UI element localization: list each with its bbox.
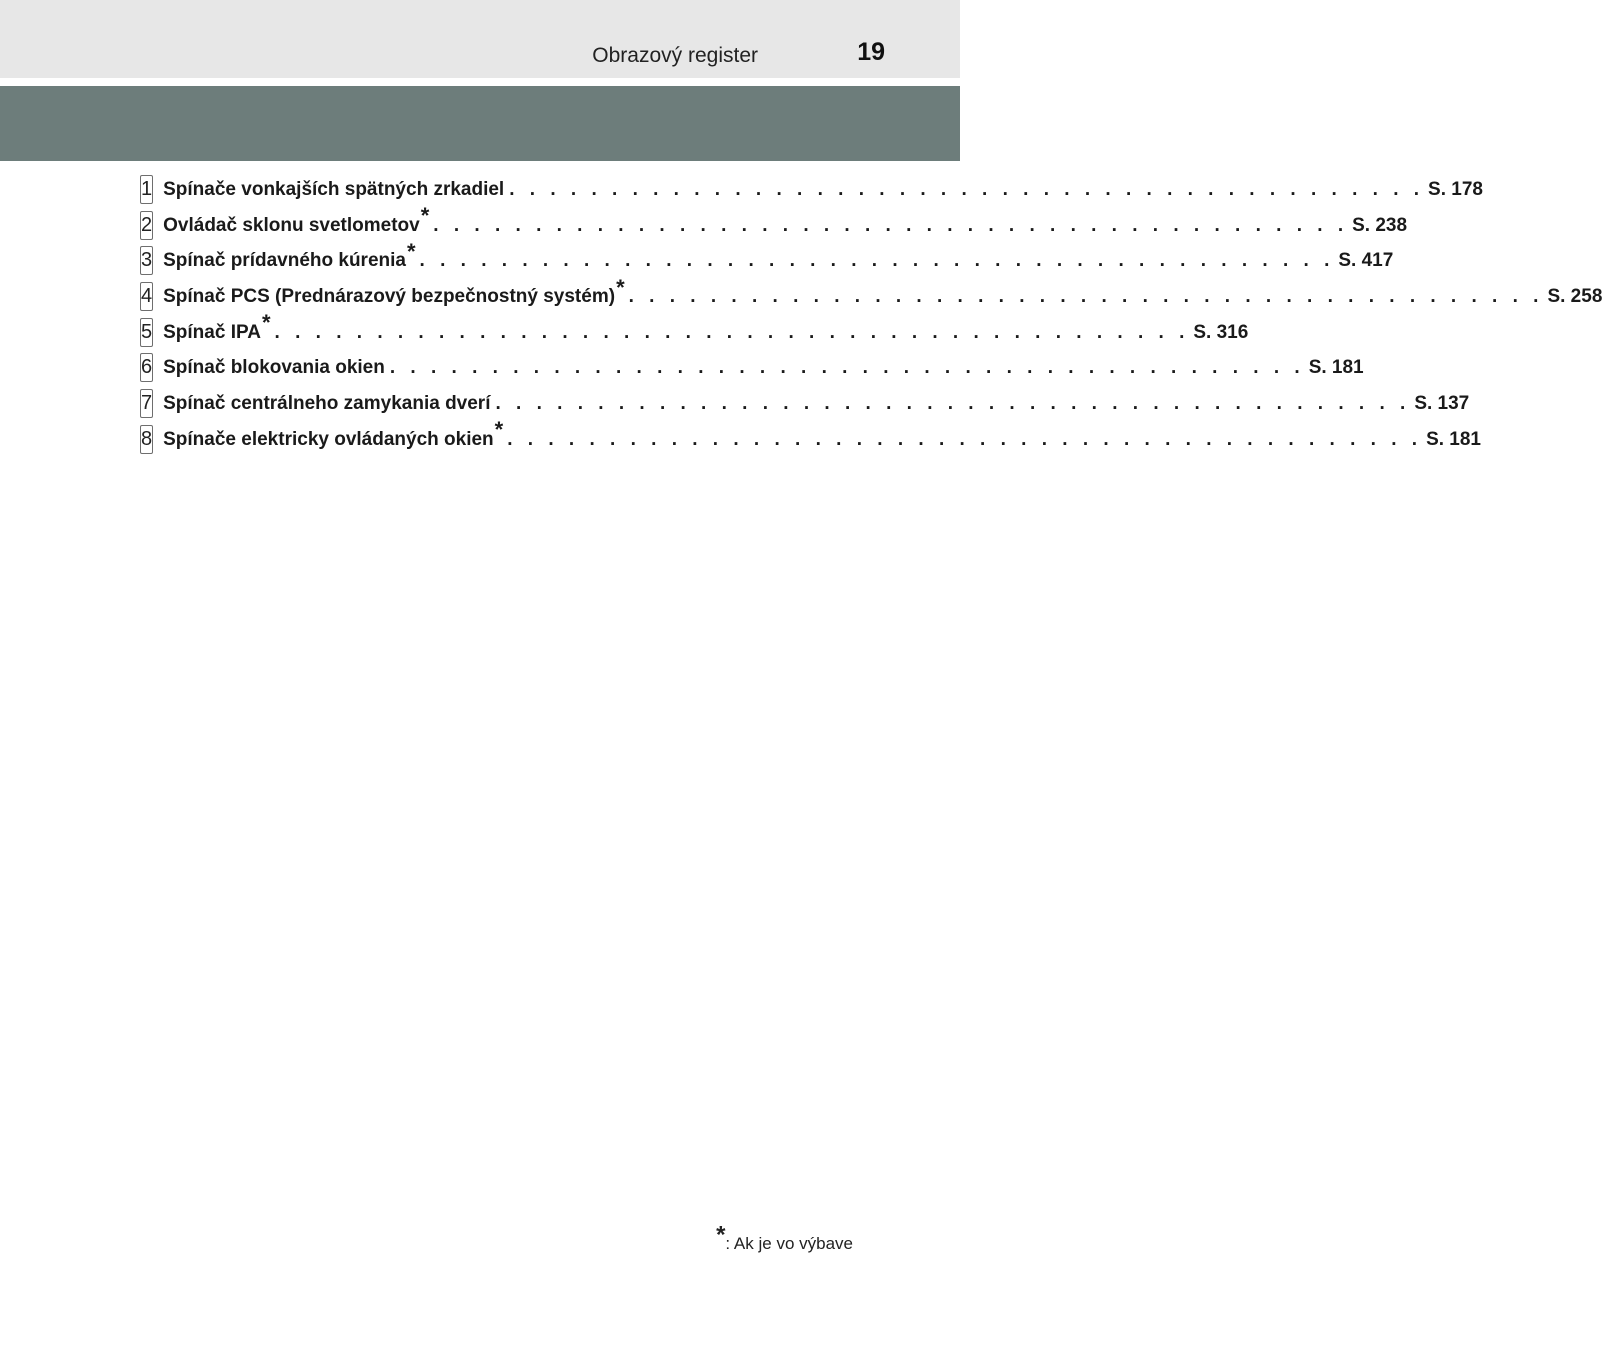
item-label: Spínače elektricky ovládaných okien* <box>163 417 504 450</box>
item-number: 7 <box>140 389 153 418</box>
item-number: 2 <box>140 211 153 240</box>
page-link[interactable]: S. 316 <box>1193 321 1249 343</box>
item-label: Spínače vonkajších spätných zrkadiel <box>163 179 505 200</box>
item-label: Spínač IPA* <box>163 310 271 343</box>
item-number: 1 <box>140 175 153 204</box>
list-item[interactable] <box>140 310 1249 354</box>
page-link[interactable]: S. 417 <box>1338 250 1394 272</box>
item-number: 8 <box>140 425 153 454</box>
page-link[interactable]: S. 258 <box>1547 286 1602 308</box>
header-band <box>0 0 960 78</box>
page-number: 19 <box>857 38 885 66</box>
item-number: 5 <box>140 318 153 347</box>
item-label: Spínač PCS (Prednárazový bezpečnostný systém)* <box>163 274 625 308</box>
item-number: 6 <box>140 353 153 382</box>
page-link[interactable]: S. 137 <box>1414 393 1470 415</box>
page-link[interactable]: S. 181 <box>1308 357 1364 379</box>
page-link[interactable]: S. 238 <box>1352 214 1408 236</box>
dot-leader: . . . . . . . . . . . . . . . . . . . . . . . . . . . . . . . . . . . . . . . . . . . . . <box>507 428 1423 450</box>
decorative-band <box>0 86 960 161</box>
footnote-star: * <box>261 310 271 336</box>
reference-list <box>140 175 1602 461</box>
footnote-star: * <box>494 417 504 443</box>
footnote-star: * <box>420 203 430 229</box>
page-link[interactable]: S. 178 <box>1428 179 1483 200</box>
dot-leader: . . . . . . . . . . . . . . . . . . . . . . . . . . . . . . . . . . . . . . . . . . . . . <box>419 250 1335 272</box>
list-item[interactable] <box>140 239 1394 282</box>
list-item[interactable] <box>140 203 1408 247</box>
dot-leader: . . . . . . . . . . . . . . . . . . . . . . . . . . . . . . . . . . . . . . . . . . . . . <box>495 393 1411 415</box>
dot-leader: . . . . . . . . . . . . . . . . . . . . . . . . . . . . . . . . . . . . . . . . . . . . . <box>274 321 1190 343</box>
list-item[interactable] <box>140 353 1364 389</box>
page-link[interactable]: S. 181 <box>1426 428 1481 450</box>
list-item[interactable] <box>140 389 1470 425</box>
item-label: Spínač blokovania okien <box>163 357 385 379</box>
dot-leader: . . . . . . . . . . . . . . . . . . . . . . . . . . . . . . . . . . . . . . . . . . . . . <box>509 179 1425 200</box>
dot-leader: . . . . . . . . . . . . . . . . . . . . . . . . . . . . . . . . . . . . . . . . . . . . . <box>628 286 1544 308</box>
footnote-star: * <box>406 239 416 265</box>
section-title: Obrazový register <box>592 44 758 67</box>
item-label: Spínač prídavného kúrenia* <box>163 239 416 272</box>
footnote-star: * <box>616 274 625 300</box>
dot-leader: . . . . . . . . . . . . . . . . . . . . . . . . . . . . . . . . . . . . . . . . . . . . . <box>433 214 1349 236</box>
list-item[interactable] <box>140 274 1602 318</box>
footnote-star: * <box>716 1221 726 1249</box>
footnote <box>716 1221 853 1254</box>
list-item[interactable] <box>140 175 1483 211</box>
item-label: Ovládač sklonu svetlometov* <box>163 203 430 236</box>
item-number: 4 <box>140 282 153 311</box>
item-label: Spínač centrálneho zamykania dverí <box>163 393 491 415</box>
footnote-text: : Ak je vo výbave <box>725 1234 853 1253</box>
item-number: 3 <box>140 246 153 275</box>
list-item[interactable] <box>140 417 1481 461</box>
dot-leader: . . . . . . . . . . . . . . . . . . . . . . . . . . . . . . . . . . . . . . . . . . . . . <box>389 357 1305 379</box>
